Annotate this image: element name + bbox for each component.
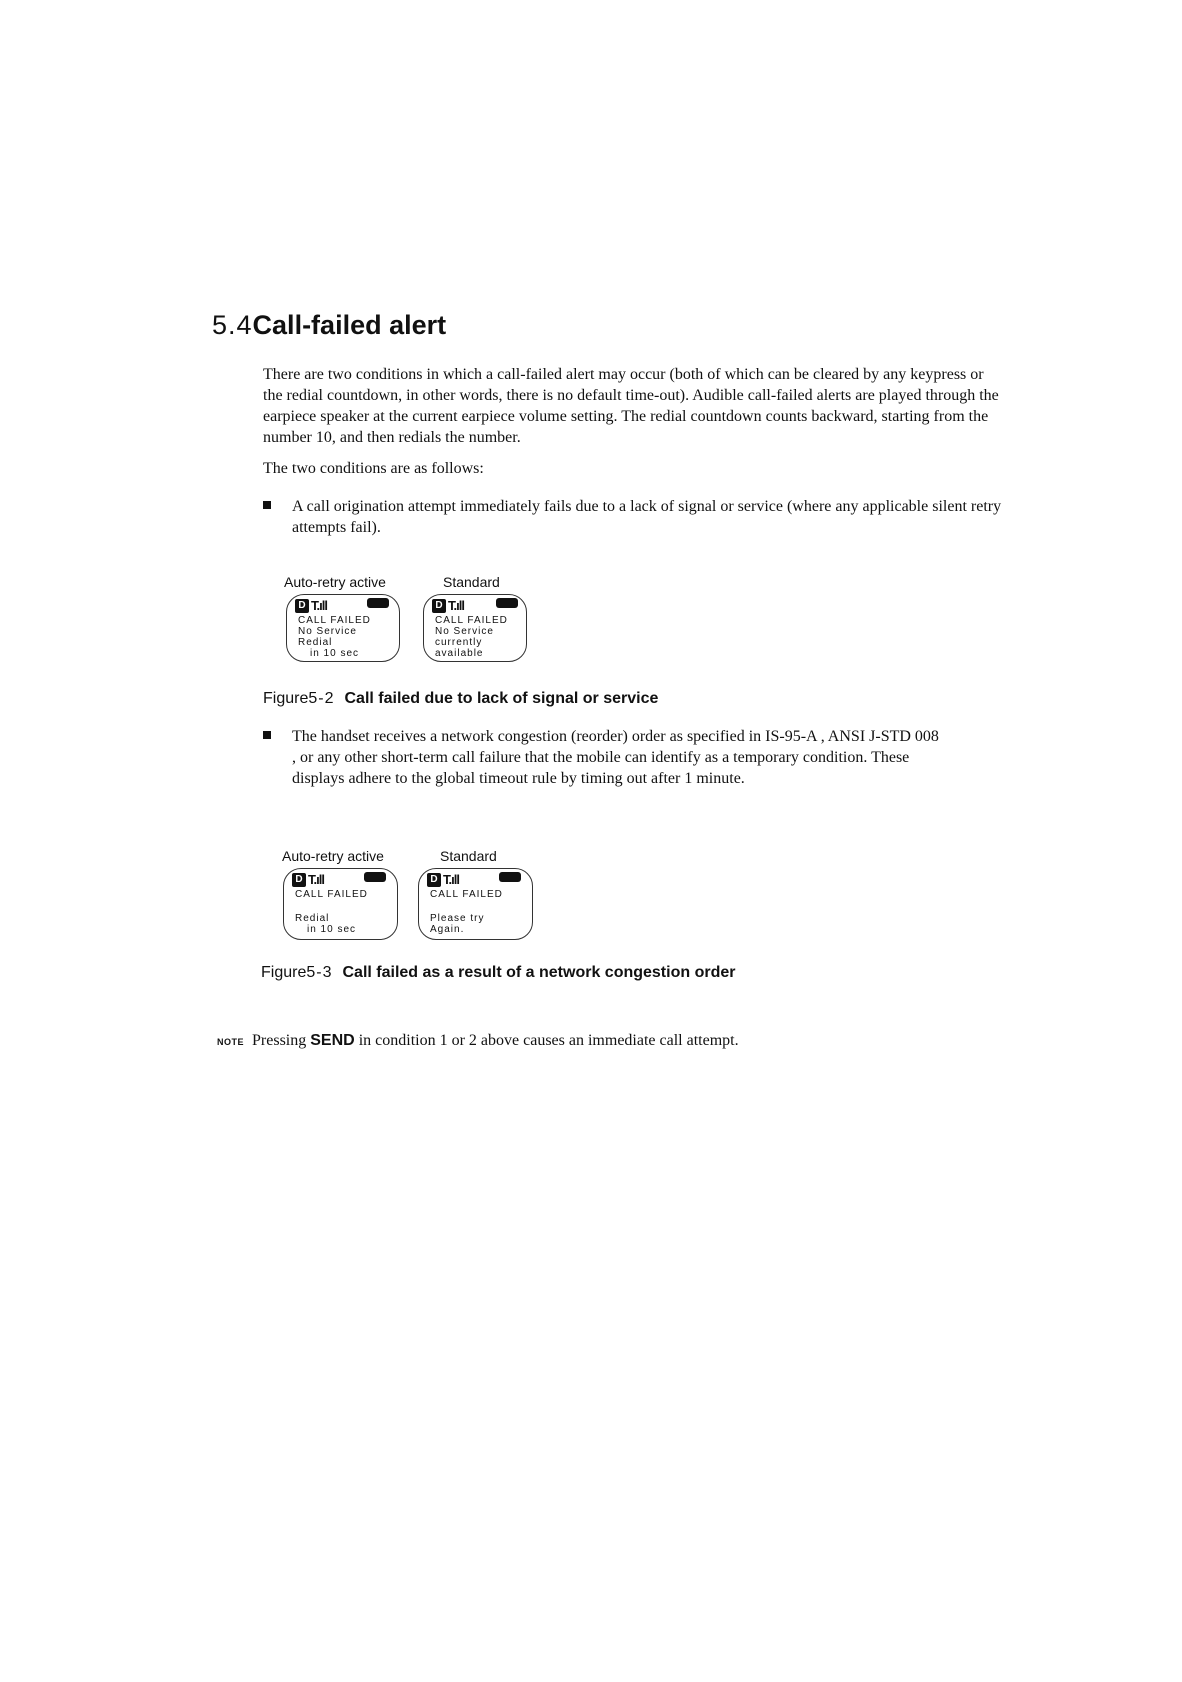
battery-icon (499, 872, 521, 882)
phone-screen (283, 868, 398, 940)
screen-line: Redial (298, 637, 333, 648)
screen-heading: Standard (440, 848, 497, 864)
mode-icon: D (427, 873, 441, 887)
phone-screen (418, 868, 533, 940)
note-text-after: in condition 1 or 2 above causes an immediate call attempt. (358, 1032, 739, 1049)
figure-label: Figure (261, 964, 307, 981)
phone-screen (286, 594, 400, 662)
mode-icon: D (432, 599, 446, 613)
mode-icon: D (292, 873, 306, 887)
figure-label: Figure (263, 690, 309, 707)
figure-title: Call failed as a result of a network congestion order (342, 964, 736, 981)
section-title: Call-failed alert (252, 310, 447, 340)
bullet-text: A call origination attempt immediately fails due to a lack of signal or service (where any applicable silent retry attempts fail). (292, 498, 1002, 536)
battery-icon (496, 598, 518, 608)
screen-line: Redial (295, 913, 330, 924)
note (217, 1032, 739, 1050)
screen-line: CALL FAILED (430, 889, 503, 900)
screen-heading: Standard (443, 574, 500, 590)
conditions-intro: The two conditions are as follows: (263, 460, 484, 477)
screen-line: No Service (298, 626, 357, 637)
figure-caption (261, 964, 735, 982)
screen-line: CALL FAILED (435, 615, 508, 626)
note-tag: NOTE (217, 1037, 245, 1047)
note-text-before: Pressing (252, 1032, 307, 1049)
figure-number: 5-3 (306, 964, 333, 981)
signal-strength-icon: T.ıll (443, 872, 459, 887)
bullet-marker (263, 731, 271, 739)
mode-icon: D (295, 599, 309, 613)
note-keyword: SEND (310, 1032, 355, 1049)
screen-line: CALL FAILED (295, 889, 368, 900)
screen-line: CALL FAILED (298, 615, 371, 626)
battery-icon (367, 598, 389, 608)
battery-icon (364, 872, 386, 882)
section-heading (212, 310, 446, 341)
figure-caption (263, 690, 658, 708)
screen-line: in 10 sec (310, 648, 360, 659)
screen-line: Please try (430, 913, 485, 924)
screen-line: No Service (435, 626, 494, 637)
signal-strength-icon: T.ıll (448, 598, 464, 613)
intro-paragraph: There are two conditions in which a call-failed alert may occur (both of which can be cleared by any keypress or the redial countdown, in other words, there is no default time-out). Audible call-failed alerts are played through the earpiece speaker at the current earpiece volume setting. The redial countdown counts backward, starting from the number 10, and then redials the number. (263, 366, 999, 446)
screen-heading: Auto-retry active (284, 574, 386, 590)
bullet-marker (263, 501, 271, 509)
screen-line: in 10 sec (307, 924, 357, 935)
section-number: 5.4 (212, 310, 253, 340)
figure-title: Call failed due to lack of signal or service (344, 690, 659, 707)
phone-screen (423, 594, 527, 662)
screen-line: available (435, 648, 484, 659)
bullet-text: The handset receives a network congestion (reorder) order as specified in IS-95-A , ANSI J-STD 008 , or any other short-term call failure that the mobile can identify as a temporary condition. These displays adhere to the global timeout rule by timing out after 1 minute. (292, 728, 939, 787)
screen-heading: Auto-retry active (282, 848, 384, 864)
figure-number: 5-2 (308, 690, 335, 707)
signal-strength-icon: T.ıll (311, 598, 327, 613)
screen-line: currently (435, 637, 483, 648)
signal-strength-icon: T.ıll (308, 872, 324, 887)
screen-line: Again. (430, 924, 465, 935)
